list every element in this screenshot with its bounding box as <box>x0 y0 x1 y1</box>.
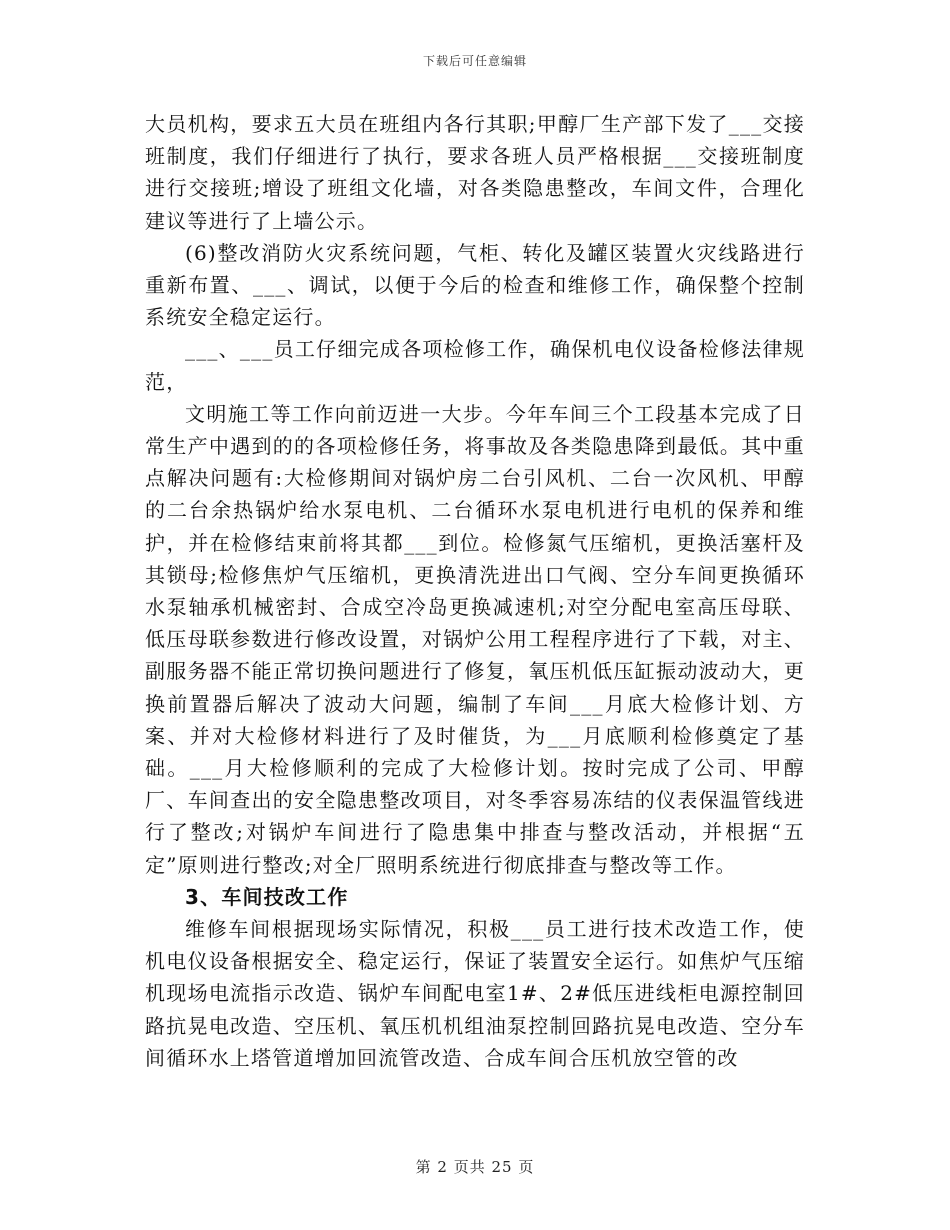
paragraph-3: ___、___员工仔细完成各项检修工作，确保机电仪设备检修法律规范， <box>145 337 805 394</box>
paragraph-1: 大员机构，要求五大员在班组内各行其职;甲醇厂生产部下发了___交接班制度，我们仔细进行了执行，要求各班人员严格根据___交接班制度进行交接班;增设了班组文化墙，对各类隐患整改，车间文件，合理化建议等进行了上墙公示。 <box>145 112 805 233</box>
document-body <box>145 108 805 1074</box>
paragraph-2: (6)整改消防火灾系统问题，气柜、转化及罐区装置火灾线路进行重新布置、___、调试，以便于今后的检查和维修工作，确保整个控制系统安全稳定运行。 <box>145 240 805 330</box>
section-heading-3: 3、车间技改工作 <box>185 884 349 909</box>
paragraph-5: 维修车间根据现场实际情况，积极___员工进行技术改造工作，使机电仪设备根据安全、稳定运行，保证了装置安全运行。如焦炉气压缩机现场电流指示改造、锅炉车间配电室1#、2#低压进线柜电源控制回路抗晃电改造、空压机、氧压机机组油泵控制回路抗晃电改造、空分车间循环水上塔管道增加回流管改造、合成车间合压机放空管的改 <box>145 917 805 1070</box>
header-note: 下载后可任意编辑 <box>422 54 527 68</box>
paragraph-4: 文明施工等工作向前迈进一大步。今年车间三个工段基本完成了日常生产中遇到的的各项检修任务，将事故及各类隐患降到最低。其中重点解决问题有:大检修期间对锅炉房二台引风机、二台一次风机、甲醇的二台余热锅炉给水泵电机、二台循环水泵电机进行电机的保养和维护，并在检修结束前将其都___到位。检修氮气压缩机，更换活塞杆及其锁母;检修焦炉气压缩机，更换清洗进出口气阀、空分车间更换循环水泵轴承机械密封、合成空冷岛更换减速机;对空分配电室高压母联、低压母联参数进行修改设置，对锅炉公用工程程序进行了下载，对主、副服务器不能正常切换问题进行了修复，氧压机低压缸振动波动大，更换前置器后解决了波动大问题，编制了车间___月底大检修计划、方案、并对大检修材料进行了及时催货，为___月底顺利检修奠定了基础。___月大检修顺利的完成了大检修计划。按时完成了公司、甲醇厂、车间查出的安全隐患整改项目，对冬季容易冻结的仪表保温管线进行了整改;对锅炉车间进行了隐患集中排查与整改活动，并根据“五定”原则进行整改;对全厂照明系统进行彻底排查与整改等工作。 <box>145 401 805 877</box>
page-footer: 第 2 页共 25 页 <box>415 1158 535 1176</box>
